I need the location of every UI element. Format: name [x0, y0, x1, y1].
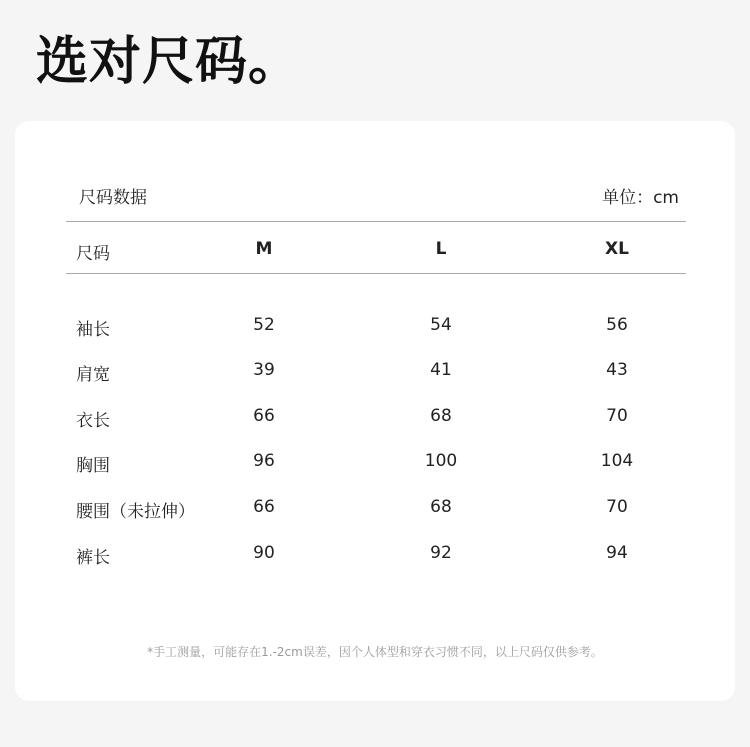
cell-xl: 70: [606, 497, 628, 517]
table-row: [66, 447, 686, 477]
table-header-row: [66, 235, 686, 265]
cell-l: 68: [430, 497, 452, 517]
row-label: 衣长: [76, 411, 110, 431]
cell-xl: 56: [606, 315, 628, 335]
cell-m: 66: [253, 406, 275, 426]
column-header-m: M: [255, 239, 273, 259]
row-label: 肩宽: [76, 365, 110, 385]
cell-l: 54: [430, 315, 452, 335]
cell-l: 100: [424, 451, 458, 471]
table-row: [66, 493, 686, 523]
cell-m: 52: [253, 315, 275, 335]
size-chart-card: [15, 121, 735, 701]
cell-m: 90: [253, 543, 275, 563]
row-label: 胸围: [76, 456, 110, 476]
cell-l: 68: [430, 406, 452, 426]
cell-m: 39: [253, 360, 275, 380]
cell-xl: 104: [600, 451, 634, 471]
column-header-size: 尺码: [76, 244, 110, 264]
cell-m: 66: [253, 497, 275, 517]
page-title: 选对尺码。: [36, 32, 302, 92]
cell-xl: 70: [606, 406, 628, 426]
measurement-footnote: *手工测量，可能存在1.-2cm误差，因个人体型和穿衣习惯不同，以上尺码仅供参考。: [147, 645, 603, 659]
cell-xl: 94: [606, 543, 628, 563]
cell-l: 41: [430, 360, 452, 380]
column-header-l: L: [435, 239, 447, 259]
row-label: 腰围（未拉伸）: [76, 502, 195, 522]
cell-m: 96: [253, 451, 275, 471]
size-chart-header: [66, 179, 686, 213]
header-divider-top: [66, 221, 686, 222]
cell-l: 92: [430, 543, 452, 563]
table-row: [66, 402, 686, 432]
size-data-label: 尺码数据: [79, 188, 147, 208]
cell-xl: 43: [606, 360, 628, 380]
column-header-xl: XL: [605, 239, 629, 259]
header-divider-bottom: [66, 273, 686, 274]
table-row: [66, 539, 686, 569]
table-row: [66, 356, 686, 386]
table-row: [66, 311, 686, 341]
row-label: 裤长: [76, 548, 110, 568]
row-label: 袖长: [76, 320, 110, 340]
unit-label: 单位：cm: [602, 188, 679, 208]
